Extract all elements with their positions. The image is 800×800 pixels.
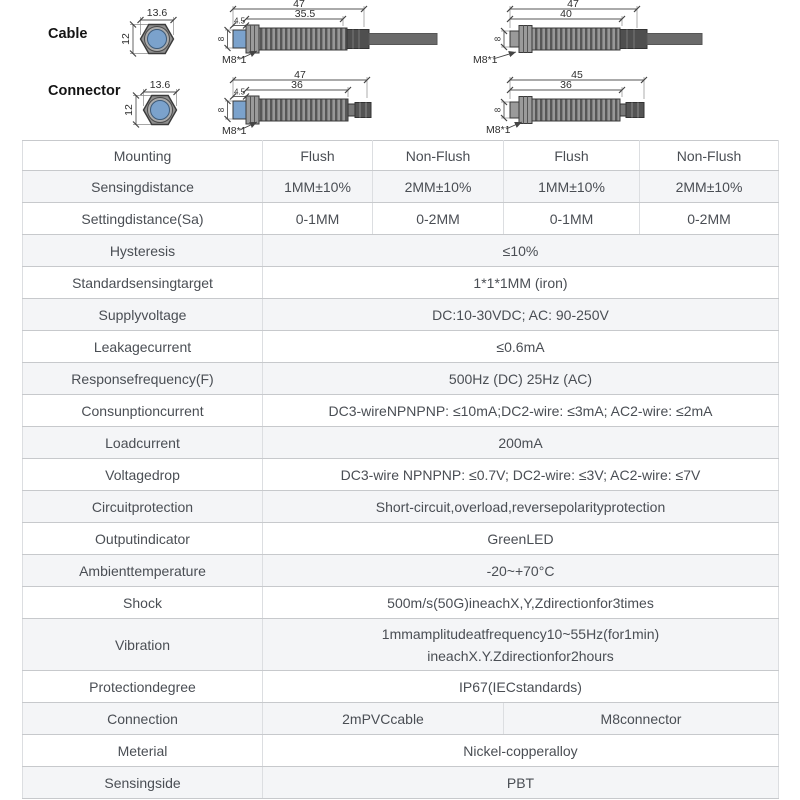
- cable-nonflush-side-view: [473, 0, 702, 66]
- row-value: ≤10%: [263, 235, 779, 267]
- dim-head-length: 4.5: [233, 16, 246, 26]
- dim-total-length: 47: [293, 0, 305, 10]
- dim-width-across-corners: 13.6: [146, 7, 168, 19]
- spec-row-circuitprotection: [23, 491, 779, 523]
- dim-height-across-flats: 12: [123, 104, 135, 116]
- connector-neck: [620, 104, 626, 116]
- connector-neck: [348, 104, 355, 116]
- row-value: -20~+70°C: [263, 555, 779, 587]
- spec-row-outputindicator: [23, 523, 779, 555]
- spec-row-responsefrequency-f-: [23, 363, 779, 395]
- sensing-face: [233, 30, 246, 48]
- row-label: Supplyvoltage: [23, 299, 263, 331]
- row-label: Sensingdistance: [23, 171, 263, 203]
- spec-table: [22, 140, 779, 799]
- row-value: PBT: [263, 767, 779, 799]
- dimension-drawings: [0, 0, 800, 140]
- row-label: Voltagedrop: [23, 459, 263, 491]
- dim-diameter: 8: [217, 107, 226, 113]
- row-value: 0-1MM: [504, 203, 640, 235]
- row-value: 2MM±10%: [373, 171, 504, 203]
- row-value: 500Hz (DC) 25Hz (AC): [263, 363, 779, 395]
- spec-row-voltagedrop: [23, 459, 779, 491]
- row-value: DC3-wireNPNPNP: ≤10mA;DC2-wire: ≤3mA; AC2-wire: ≤2mA: [263, 395, 779, 427]
- dim-total-length: 47: [294, 69, 306, 81]
- cable-row-label: Cable: [48, 26, 88, 42]
- sensing-face-blue: [151, 101, 170, 120]
- flange-nut: [519, 97, 532, 124]
- spec-row-ambienttemperature: [23, 555, 779, 587]
- threaded-body: [259, 99, 348, 121]
- sensing-face: [510, 31, 519, 47]
- row-value: 2mPVCcable: [263, 703, 504, 735]
- row-value: 1MM±10%: [504, 171, 640, 203]
- spec-row-sensingside: [23, 767, 779, 799]
- connector-plug: [355, 103, 371, 118]
- threaded-body: [532, 28, 620, 50]
- spec-row-protectiondegree: [23, 671, 779, 703]
- spec-row-meterial: [23, 735, 779, 767]
- row-value: GreenLED: [263, 523, 779, 555]
- connector-flush-side-view: [217, 69, 371, 137]
- row-label: Responsefrequency(F): [23, 363, 263, 395]
- flange-nut: [246, 96, 259, 124]
- spec-row-sensingdistance: [23, 171, 779, 203]
- spec-row-standardsensingtarget: [23, 267, 779, 299]
- row-value: M8connector: [504, 703, 779, 735]
- dim-thread-length: 35.5: [294, 8, 316, 20]
- sensing-face: [233, 101, 246, 119]
- row-value: DC3-wire NPNPNP: ≤0.7V; DC2-wire: ≤3V; AC2-wire: ≤7V: [263, 459, 779, 491]
- spec-row-settingdistance-sa-: [23, 203, 779, 235]
- sensing-face: [510, 102, 519, 118]
- header-col-2: Non-Flush: [373, 141, 504, 171]
- row-label: Circuitprotection: [23, 491, 263, 523]
- row-label: Meterial: [23, 735, 263, 767]
- cable-boot: [347, 30, 369, 49]
- dim-diameter: 8: [217, 36, 226, 42]
- connector-front-view: [123, 79, 177, 125]
- row-label: Consunptioncurrent: [23, 395, 263, 427]
- row-value: 2MM±10%: [640, 171, 779, 203]
- spec-table-body: [23, 171, 779, 799]
- threaded-body: [532, 99, 620, 121]
- dim-width-across-corners: 13.6: [149, 79, 171, 91]
- thread-spec-label: M8*1: [473, 54, 498, 66]
- thread-spec-label: M8*1: [486, 124, 511, 136]
- table-header-row: [23, 141, 779, 171]
- cable-wire: [369, 34, 437, 45]
- threaded-body: [259, 28, 347, 50]
- header-col-1: Flush: [263, 141, 373, 171]
- spec-row-shock: [23, 587, 779, 619]
- row-label: Leakagecurrent: [23, 331, 263, 363]
- spec-row-leakagecurrent: [23, 331, 779, 363]
- cable-front-view: [120, 7, 174, 54]
- dim-height-across-flats: 12: [120, 33, 132, 45]
- row-value: DC:10-30VDC; AC: 90-250V: [263, 299, 779, 331]
- row-label: Shock: [23, 587, 263, 619]
- dim-total-length: 47: [567, 0, 579, 10]
- flange-nut: [246, 25, 259, 53]
- dim-thread-length: 36: [291, 79, 303, 91]
- row-label: Outputindicator: [23, 523, 263, 555]
- header-col-3: Flush: [504, 141, 640, 171]
- spec-row-connection: [23, 703, 779, 735]
- spec-row-vibration: [23, 619, 779, 671]
- spec-row-supplyvoltage: [23, 299, 779, 331]
- row-label: Protectiondegree: [23, 671, 263, 703]
- sensor-drawings-svg: [0, 0, 800, 140]
- row-value: 0-2MM: [640, 203, 779, 235]
- dim-total-length: 45: [571, 69, 583, 81]
- flange-nut: [519, 26, 532, 53]
- dim-head-length: 4.5: [233, 87, 246, 97]
- connector-row-label: Connector: [48, 83, 121, 99]
- row-label: Vibration: [23, 619, 263, 671]
- sensing-face-blue: [148, 30, 167, 49]
- row-value: 1mmamplitudeatfrequency10~55Hz(for1min) ineachX.Y.Zdirectionfor2hours: [263, 619, 779, 671]
- cable-flush-side-view: [217, 0, 437, 66]
- dim-thread-length: 40: [560, 8, 572, 20]
- row-value: 500m/s(50G)ineachX,Y,Zdirectionfor3times: [263, 587, 779, 619]
- row-value: 200mA: [263, 427, 779, 459]
- row-label: Hysteresis: [23, 235, 263, 267]
- row-label: Settingdistance(Sa): [23, 203, 263, 235]
- row-value: Nickel-copperalloy: [263, 735, 779, 767]
- row-value: 0-1MM: [263, 203, 373, 235]
- connector-nonflush-side-view: [486, 69, 644, 136]
- row-value: 1*1*1MM (iron): [263, 267, 779, 299]
- row-label: Loadcurrent: [23, 427, 263, 459]
- dim-thread-length: 36: [560, 79, 572, 91]
- row-value: ≤0.6mA: [263, 331, 779, 363]
- row-value: Short-circuit,overload,reversepolarityprotection: [263, 491, 779, 523]
- spec-row-hysteresis: [23, 235, 779, 267]
- header-col-4: Non-Flush: [640, 141, 779, 171]
- thread-spec-label: M8*1: [222, 54, 247, 66]
- cable-wire: [647, 34, 702, 45]
- row-value: IP67(IECstandards): [263, 671, 779, 703]
- row-value: 1MM±10%: [263, 171, 373, 203]
- connector-plug: [626, 103, 644, 118]
- spec-row-consunptioncurrent: [23, 395, 779, 427]
- spec-row-loadcurrent: [23, 427, 779, 459]
- row-label: Sensingside: [23, 767, 263, 799]
- row-label: Standardsensingtarget: [23, 267, 263, 299]
- dim-diameter: 8: [493, 107, 503, 113]
- thread-spec-label: M8*1: [222, 125, 247, 137]
- header-mounting: Mounting: [23, 141, 263, 171]
- row-label: Connection: [23, 703, 263, 735]
- dim-diameter: 8: [493, 36, 503, 42]
- row-label: Ambienttemperature: [23, 555, 263, 587]
- row-value: 0-2MM: [373, 203, 504, 235]
